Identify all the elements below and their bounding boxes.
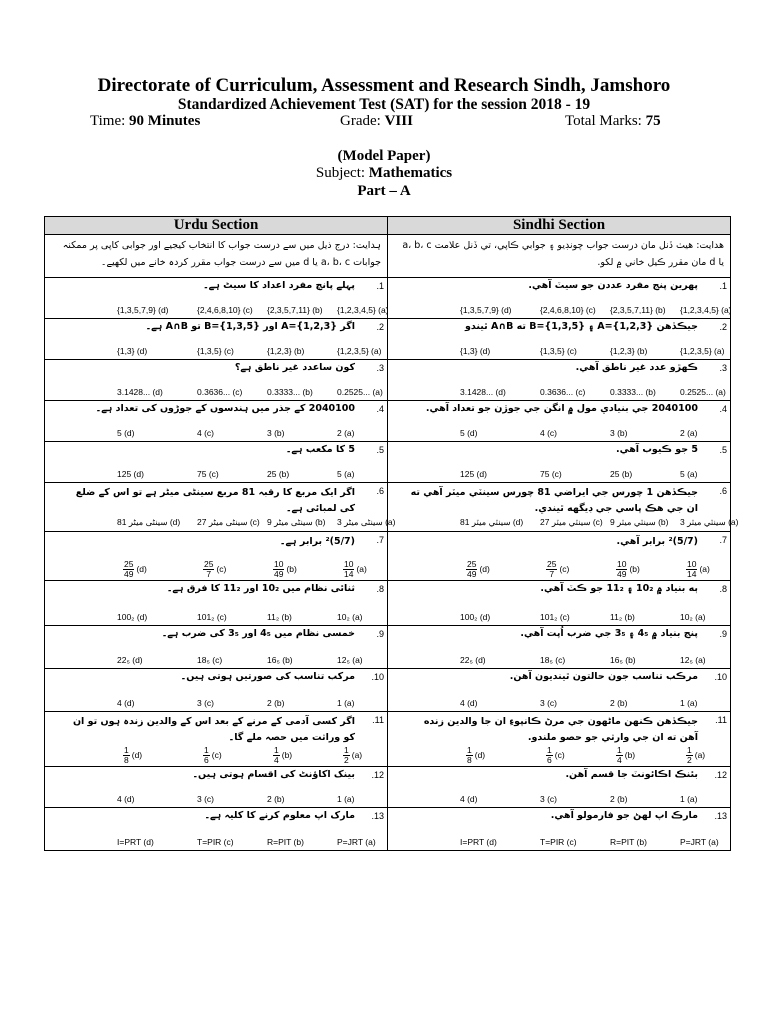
table-row <box>45 360 731 401</box>
option-b: {2,3,5,7,11} (b) <box>267 305 323 315</box>
option-d: $\frac{1}{8}$ (d) <box>124 745 143 765</box>
question-number: .13 <box>714 811 727 821</box>
question-text: پنج بنياد ۾ 4₅ ۽ 3₅ جي ضرب اُپت آهي. <box>520 628 698 639</box>
question-text: (5/7)² برابر آهي. <box>616 536 698 547</box>
option-b: 3 (b) <box>610 428 628 438</box>
sindhi-question <box>388 401 730 441</box>
option-a: 5 (a) <box>337 469 355 479</box>
option-a: {1,2,3,5} (a) <box>337 346 382 356</box>
options-row <box>388 649 730 665</box>
table-row <box>45 767 731 808</box>
options-row <box>45 340 387 356</box>
option-b: 16₅ (b) <box>610 655 636 665</box>
option-c: {2,4,6,8,10} (c) <box>197 305 253 315</box>
option-b: {1,2,3} (b) <box>610 346 648 356</box>
question-text: بئنڪ اڪائونٽ جا قسم آهن. <box>565 769 698 780</box>
question-number: .6 <box>376 486 384 496</box>
option-b: 11₂ (b) <box>267 612 292 622</box>
sindhi-question <box>388 808 730 850</box>
option-d: 22₅ (d) <box>117 655 143 665</box>
option-b: R=PIT (b) <box>610 837 647 847</box>
question-number: .8 <box>376 584 384 594</box>
option-a: $\frac{10}{14}$ (a) <box>344 559 367 579</box>
option-b: 9 سینٹی میٹر (b) <box>267 517 326 527</box>
subject: Subject: Mathematics <box>315 165 453 181</box>
option-a: $\frac{1}{2}$ (a) <box>687 745 706 765</box>
question-text: جيڪڏهن ڪنهن ماڻهون جي مرڻ ڪانپوءِ ان جا والدين زنده آهن ته ان جي وارثي جو حصو ملندو. <box>423 716 698 743</box>
option-d: {1,3,5,7,9} (d) <box>460 305 512 315</box>
time: Time: 90 Minutes <box>90 113 201 129</box>
option-a: $\frac{1}{2}$ (a) <box>344 745 363 765</box>
options-row <box>45 512 396 528</box>
option-b: 25 (b) <box>610 469 633 479</box>
option-d: I=PRT (d) <box>460 837 497 847</box>
option-b: $\frac{10}{49}$ (b) <box>274 559 297 579</box>
table-row <box>45 401 731 442</box>
urdu-question <box>45 767 387 807</box>
option-d: 4 (d) <box>460 698 478 708</box>
sindhi-question <box>388 712 730 766</box>
option-c: T=PIR (c) <box>197 837 234 847</box>
question-text: 2040100 کے جذر میں ہندسوں کے جوڑوں کی تعداد ہے۔ <box>95 403 355 414</box>
sindhi-question <box>388 360 730 400</box>
option-c: 3 (c) <box>540 698 557 708</box>
question-text: اگر کسی آدمی کے مرنے کے بعد اس کے والدین زندہ ہوں تو ان کو وراثت میں حصہ ملے گا۔ <box>72 716 355 743</box>
table-row <box>45 483 731 532</box>
options-row <box>45 831 387 847</box>
table-row <box>45 712 731 767</box>
option-b: 2 (b) <box>267 794 285 804</box>
part-label: Part – A <box>357 183 411 199</box>
options-row <box>45 788 387 804</box>
question-number: .4 <box>376 404 384 414</box>
sindhi-question <box>388 626 730 668</box>
option-c: 27 سينٽي ميٽر (c) <box>540 517 603 527</box>
option-d: 81 سینٹی میٹر (d) <box>117 517 181 527</box>
urdu-question <box>45 360 387 400</box>
option-c: {1,3,5} (c) <box>197 346 234 356</box>
sindhi-question <box>388 532 730 580</box>
options-row <box>388 340 730 356</box>
question-number: .4 <box>719 404 727 414</box>
option-a: 0.2525... (a) <box>337 387 383 397</box>
option-b: 11₂ (b) <box>610 612 635 622</box>
option-b: $\frac{1}{4}$ (b) <box>617 745 636 765</box>
option-b: 2 (b) <box>610 794 628 804</box>
question-text: مرڪب تناسب جون حالتون ٿينديون آهن. <box>509 671 698 682</box>
question-number: .8 <box>719 584 727 594</box>
option-c: 18₅ (c) <box>540 655 566 665</box>
option-a: 1 (a) <box>680 698 698 708</box>
table-row <box>45 278 731 319</box>
sindhi-question <box>388 278 730 318</box>
option-d: 3.1428... (d) <box>460 387 506 397</box>
table-row <box>45 319 731 360</box>
question-number: .12 <box>371 770 384 780</box>
question-number: .1 <box>376 281 384 291</box>
question-text: 5 جو ڪيوب آهي. <box>616 444 698 455</box>
question-number: .1 <box>719 281 727 291</box>
option-c: 101₂ (c) <box>540 612 570 622</box>
sindhi-section-header: Sindhi Section <box>388 217 731 235</box>
urdu-question <box>45 483 396 531</box>
model-paper: (Model Paper) <box>337 148 431 164</box>
option-d: 4 (d) <box>460 794 478 804</box>
option-c: 3 (c) <box>197 794 214 804</box>
options-row <box>45 422 387 438</box>
question-number: .3 <box>376 363 384 373</box>
sindhi-question <box>388 767 730 807</box>
question-text: بینک اکاؤنٹ کی اقسام ہوتی ہیں۔ <box>192 769 355 780</box>
table-row <box>45 442 731 483</box>
option-d: $\frac{25}{49}$ (d) <box>124 559 147 579</box>
option-a: 10₂ (a) <box>680 612 706 622</box>
question-text: کون ساعدد غیر ناطق ہے؟ <box>234 362 355 373</box>
directorate-title: Directorate of Curriculum, Assessment and Research Sindh, Jamshoro <box>97 75 671 96</box>
question-text: خمسی نظام میں 4₅ اور 3₅ کی ضرب ہے۔ <box>161 628 355 639</box>
option-b: 3 (b) <box>267 428 285 438</box>
options-row <box>388 381 730 397</box>
question-number: .13 <box>371 811 384 821</box>
question-text: 2040100 جي بنيادي مول ۾ انگن جي جوڙن جو تعداد آهي. <box>425 403 698 414</box>
option-c: 18₅ (c) <box>197 655 223 665</box>
urdu-question <box>45 278 387 318</box>
option-b: 0.3333... (b) <box>610 387 656 397</box>
option-c: 27 سینٹی میٹر (c) <box>197 517 260 527</box>
option-d: 100₂ (d) <box>460 612 491 622</box>
option-d: 81 سينٽي ميٽر (d) <box>460 517 524 527</box>
question-number: .5 <box>376 445 384 455</box>
urdu-question <box>45 581 387 625</box>
option-c: 4 (c) <box>540 428 557 438</box>
option-a: 3 سینٹی میٹر (a) <box>337 517 396 527</box>
options-row <box>388 512 739 528</box>
urdu-instructions: ہدایت: درج ذیل میں سے درست جواب کا انتخاب کیجیے اور جوابی کاپی پر ممکنہ جوابات a، b، c یا d میں سے درست جواب مقرر کردہ خانے میں لکھیے۔ <box>62 240 381 268</box>
option-a: 12₅ (a) <box>680 655 706 665</box>
question-number: .11 <box>715 715 727 725</box>
option-d: 22₅ (d) <box>460 655 486 665</box>
option-a: 5 (a) <box>680 469 698 479</box>
question-number: .5 <box>719 445 727 455</box>
question-text: پهرين پنج مفرد عددن جو سيٽ آهي. <box>528 280 698 291</box>
options-row <box>388 561 730 577</box>
sindhi-question <box>388 581 730 625</box>
option-c: 75 (c) <box>197 469 219 479</box>
question-text: پہلے پانچ مفرد اعداد کا سیٹ ہے۔ <box>203 280 355 291</box>
question-table <box>44 216 739 851</box>
question-number: .11 <box>372 715 384 725</box>
table-row <box>45 581 731 626</box>
option-c: $\frac{1}{6}$ (c) <box>204 745 222 765</box>
option-a: 2 (a) <box>337 428 355 438</box>
question-text: (5/7)² برابر ہے۔ <box>279 536 355 547</box>
option-d: 3.1428... (d) <box>117 387 163 397</box>
option-c: $\frac{25}{7}$ (c) <box>547 559 570 579</box>
option-c: 3 (c) <box>197 698 214 708</box>
option-c: T=PIR (c) <box>540 837 577 847</box>
option-b: 16₅ (b) <box>267 655 293 665</box>
question-text: اگر ایک مربع کا رقبہ 81 مربع سینٹی میٹر ہے تو اس کے ضلع کی لمبائی ہے۔ <box>75 487 355 514</box>
table-row <box>45 626 731 669</box>
question-text: مارڪ اپ لهڻ جو فارمولو آهي. <box>550 810 698 821</box>
question-number: .10 <box>714 672 727 682</box>
options-row <box>45 692 387 708</box>
option-a: 0.2525... (a) <box>680 387 726 397</box>
question-number: .2 <box>376 322 384 332</box>
question-text: ثنائی نظام میں 10₂ اور 11₂ کا فرق ہے۔ <box>166 583 355 594</box>
urdu-question <box>45 319 387 359</box>
option-a: P=JRT (a) <box>680 837 719 847</box>
options-row <box>45 606 387 622</box>
options-row <box>45 747 387 763</box>
question-number: .9 <box>719 629 727 639</box>
option-c: 3 (c) <box>540 794 557 804</box>
option-c: $\frac{1}{6}$ (c) <box>547 745 565 765</box>
options-row <box>45 381 387 397</box>
option-a: 1 (a) <box>337 698 355 708</box>
total-marks: Total Marks: 75 <box>565 113 661 129</box>
option-b: R=PIT (b) <box>267 837 304 847</box>
question-text: اگر A={1,2,3} اور B={1,3,5} تو A∩B ہے۔ <box>145 321 355 332</box>
options-row <box>45 463 387 479</box>
table-row <box>45 669 731 712</box>
question-number: .3 <box>719 363 727 373</box>
urdu-question <box>45 401 387 441</box>
question-text: جيڪڏهن A={1,2,3} ۽ B={1,3,5} ته A∩B ٿيندو <box>464 321 698 332</box>
option-c: 0.3636... (c) <box>540 387 586 397</box>
question-number: .2 <box>719 322 727 332</box>
question-text: جيڪڏهن 1 چورس جي ايراضي 81 چورس سينٽي ميٽر آهي ته ان جي هڪ پاسي جي ڊيگهه ٿيندي. <box>410 487 698 514</box>
urdu-question <box>45 712 387 766</box>
options-row <box>388 463 730 479</box>
sindhi-question <box>388 483 739 531</box>
option-b: 0.3333... (b) <box>267 387 313 397</box>
option-c: 101₂ (c) <box>197 612 227 622</box>
option-d: $\frac{25}{49}$ (d) <box>467 559 490 579</box>
options-row <box>45 299 387 315</box>
table-row <box>45 808 731 851</box>
option-d: $\frac{1}{8}$ (d) <box>467 745 486 765</box>
option-d: {1,3,5,7,9} (d) <box>117 305 169 315</box>
urdu-question <box>45 808 387 850</box>
option-d: I=PRT (d) <box>117 837 154 847</box>
option-d: 5 (d) <box>117 428 135 438</box>
options-row <box>388 299 730 315</box>
option-c: {2,4,6,8,10} (c) <box>540 305 596 315</box>
option-a: 1 (a) <box>337 794 355 804</box>
option-b: $\frac{1}{4}$ (b) <box>274 745 293 765</box>
urdu-section-header: Urdu Section <box>45 217 388 235</box>
options-row <box>388 831 730 847</box>
test-title: Standardized Achievement Test (SAT) for the session 2018 - 19 <box>177 96 591 113</box>
option-a: 3 سينٽي ميٽر (a) <box>680 517 739 527</box>
option-a: $\frac{10}{14}$ (a) <box>687 559 710 579</box>
urdu-question <box>45 442 387 482</box>
question-text: مارک اپ معلوم کرنے کا کلیہ ہے۔ <box>204 810 355 821</box>
option-c: 0.3636... (c) <box>197 387 243 397</box>
urdu-question <box>45 532 387 580</box>
option-d: 4 (d) <box>117 794 135 804</box>
option-d: 5 (d) <box>460 428 478 438</box>
options-row <box>45 561 387 577</box>
option-a: {1,2,3,5} (a) <box>680 346 725 356</box>
table-row <box>45 532 731 581</box>
option-a: 10₂ (a) <box>337 612 363 622</box>
question-text: مرکب تناسب کی صورتیں ہوتی ہیں۔ <box>180 671 355 682</box>
option-a: 2 (a) <box>680 428 698 438</box>
option-a: P=JRT (a) <box>337 837 376 847</box>
question-text: ڪهڙو عدد غير ناطق آهي. <box>575 362 698 373</box>
option-a: 1 (a) <box>680 794 698 804</box>
sindhi-question <box>388 319 730 359</box>
option-a: {1,2,3,4,5} (a) <box>680 305 732 315</box>
sindhi-question <box>388 442 730 482</box>
option-c: {1,3,5} (c) <box>540 346 577 356</box>
urdu-question <box>45 626 387 668</box>
options-row <box>45 649 387 665</box>
option-b: 2 (b) <box>267 698 285 708</box>
option-d: 125 (d) <box>460 469 487 479</box>
option-d: {1,3} (d) <box>117 346 148 356</box>
option-c: 4 (c) <box>197 428 214 438</box>
options-row <box>388 692 730 708</box>
option-c: 75 (c) <box>540 469 562 479</box>
question-number: .9 <box>376 629 384 639</box>
option-d: 100₂ (d) <box>117 612 148 622</box>
option-d: {1,3} (d) <box>460 346 491 356</box>
question-number: .7 <box>376 535 384 545</box>
option-a: {1,2,3,4,5} (a) <box>337 305 389 315</box>
option-b: $\frac{10}{49}$ (b) <box>617 559 640 579</box>
question-text: ٻه بنياد ۾ 10₂ ۽ 11₂ جو ڪٽ آهي. <box>540 583 698 594</box>
options-row <box>388 422 730 438</box>
sindhi-instructions: هدايت: هيٺ ڏنل مان درست جواب چونڊيو ۽ جوابي ڪاپي، تي ڏنل علامت a، b، c يا d مان مقرر ڪيل خاني ۾ لکو. <box>402 240 724 268</box>
option-d: 4 (d) <box>117 698 135 708</box>
option-b: {1,2,3} (b) <box>267 346 305 356</box>
option-d: 125 (d) <box>117 469 144 479</box>
sindhi-question <box>388 669 730 711</box>
question-number: .6 <box>719 486 727 496</box>
option-b: {2,3,5,7,11} (b) <box>610 305 666 315</box>
question-number: .7 <box>719 535 727 545</box>
option-b: 2 (b) <box>610 698 628 708</box>
grade: Grade: VIII <box>340 113 413 129</box>
question-number: .10 <box>371 672 384 682</box>
options-row <box>388 747 730 763</box>
options-row <box>388 606 730 622</box>
option-b: 25 (b) <box>267 469 290 479</box>
urdu-question <box>45 669 387 711</box>
option-a: 12₅ (a) <box>337 655 363 665</box>
option-c: $\frac{25}{7}$ (c) <box>204 559 227 579</box>
question-text: 5 کا مکعب ہے۔ <box>285 444 355 455</box>
option-b: 9 سينٽي ميٽر (b) <box>610 517 669 527</box>
question-number: .12 <box>714 770 727 780</box>
options-row <box>388 788 730 804</box>
